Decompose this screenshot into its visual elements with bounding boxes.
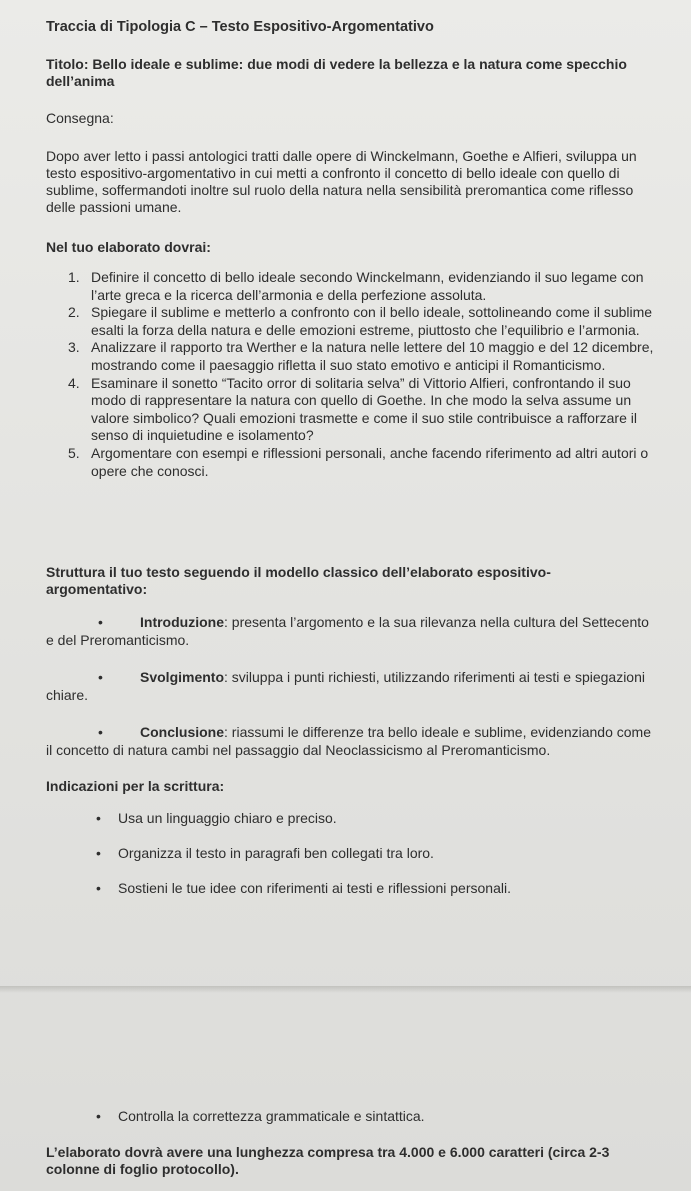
task-text: Definire il concetto di bello ideale secondo Winckelmann, evidenziando il suo legame con l’arte greca e la ricerca dell’armonia e della perfezione assoluta. [91,269,644,303]
structure-item [46,723,656,759]
structure-heading: Struttura il tuo testo seguendo il modello classico dell’elaborato espositivo-argomentativo: [46,564,551,597]
task-text: Analizzare il rapporto tra Werther e la natura nelle lettere del 10 maggio e del 12 dicembre, mostrando come il paesaggio rifletta il suo stato emotivo e anticipi il Romanticismo. [91,339,654,373]
structure-item [46,613,656,649]
page-fold-shadow [0,987,691,993]
task-text: Spiegare il sublime e metterlo a confronto con il bello ideale, sottolineando come il sublime esalti la forza della natura e delle emozioni estreme, piuttosto che l’equilibrio e l’armonia. [91,304,653,338]
structure-text: : sviluppa i punti richiesti, utilizzando riferimenti ai testi e spiegazioni chiare. [46,669,645,703]
bullet-dot: • [98,724,103,740]
bullet-dot: • [98,614,103,630]
bullet-dot: • [98,669,103,685]
task-item [68,445,658,480]
document-heading: Traccia di Tipologia C – Testo Espositivo-Argomentativo [46,19,434,35]
writing-text: Organizza il testo in paragrafi ben collegati tra loro. [118,845,434,861]
length-note: L’elaborato dovrà avere una lunghezza compresa tra 4.000 e 6.000 caratteri (circa 2-3 colonne di foglio protocollo). [46,1144,610,1177]
structure-item [46,668,656,704]
writing-text: Controlla la correttezza grammaticale e sintattica. [118,1108,425,1124]
task-text: Esaminare il sonetto “Tacito orror di solitaria selva” di Vittorio Alfieri, confrontando il suo modo di rappresentare la natura con quello di Goethe. In che modo la selva assume un valore simbolico? Quali emozioni trasmette e come il suo stile contribuisce a rafforzare il senso di inquietudine e isolamento? [91,374,637,444]
task-item [68,304,658,339]
task-item [68,375,658,445]
structure-label: Svolgimento [140,669,225,685]
writing-text: Sostieni le tue idee con riferimenti ai testi e riflessioni personali. [118,880,511,896]
structure-label: Conclusione [140,724,225,740]
bullet-dot: • [96,845,101,861]
document-title: Titolo: Bello ideale e sublime: due modi di vedere la bellezza e la natura come specchio dell’anima [46,56,627,89]
tasks-heading: Nel tuo elaborato dovrai: [46,239,211,255]
task-number: 4. [68,374,80,391]
writing-text: Usa un linguaggio chiaro e preciso. [118,810,337,826]
task-text: Argomentare con esempi e riflessioni personali, anche facendo riferimento ad altri autori o opere che conosci. [91,444,649,479]
writing-heading: Indicazioni per la scrittura: [46,778,225,794]
bullet-dot: • [96,1108,101,1124]
task-number: 3. [68,339,80,356]
structure-text: : riassumi le differenze tra bello ideale e sublime, evidenziando come il concetto di natura cambi nel passaggio dal Neoclassicismo al Preromanticismo. [46,724,651,758]
tasks-list [68,269,658,480]
task-number: 5. [68,444,80,461]
task-item [68,339,658,374]
consegna-label: Consegna: [46,110,114,126]
bullet-dot: • [96,810,101,826]
structure-text: : presenta l’argomento e la sua rilevanza nella cultura del Settecento e del Preromanticismo. [46,614,649,648]
task-item [68,269,658,304]
structure-label: Introduzione [140,614,224,630]
task-number: 1. [68,269,80,285]
bullet-dot: • [96,880,101,896]
intro-paragraph: Dopo aver letto i passi antologici tratti dalle opere di Winckelmann, Goethe e Alfieri, sviluppa un testo espositivo-argomentativo in cui metti a confronto il concetto di bello ideale con quello di sublime, soffermandoti inoltre sul ruolo della natura nella sensibilità preromantica come riflesso delle passioni umane. [46,148,637,215]
task-number: 2. [68,304,80,321]
